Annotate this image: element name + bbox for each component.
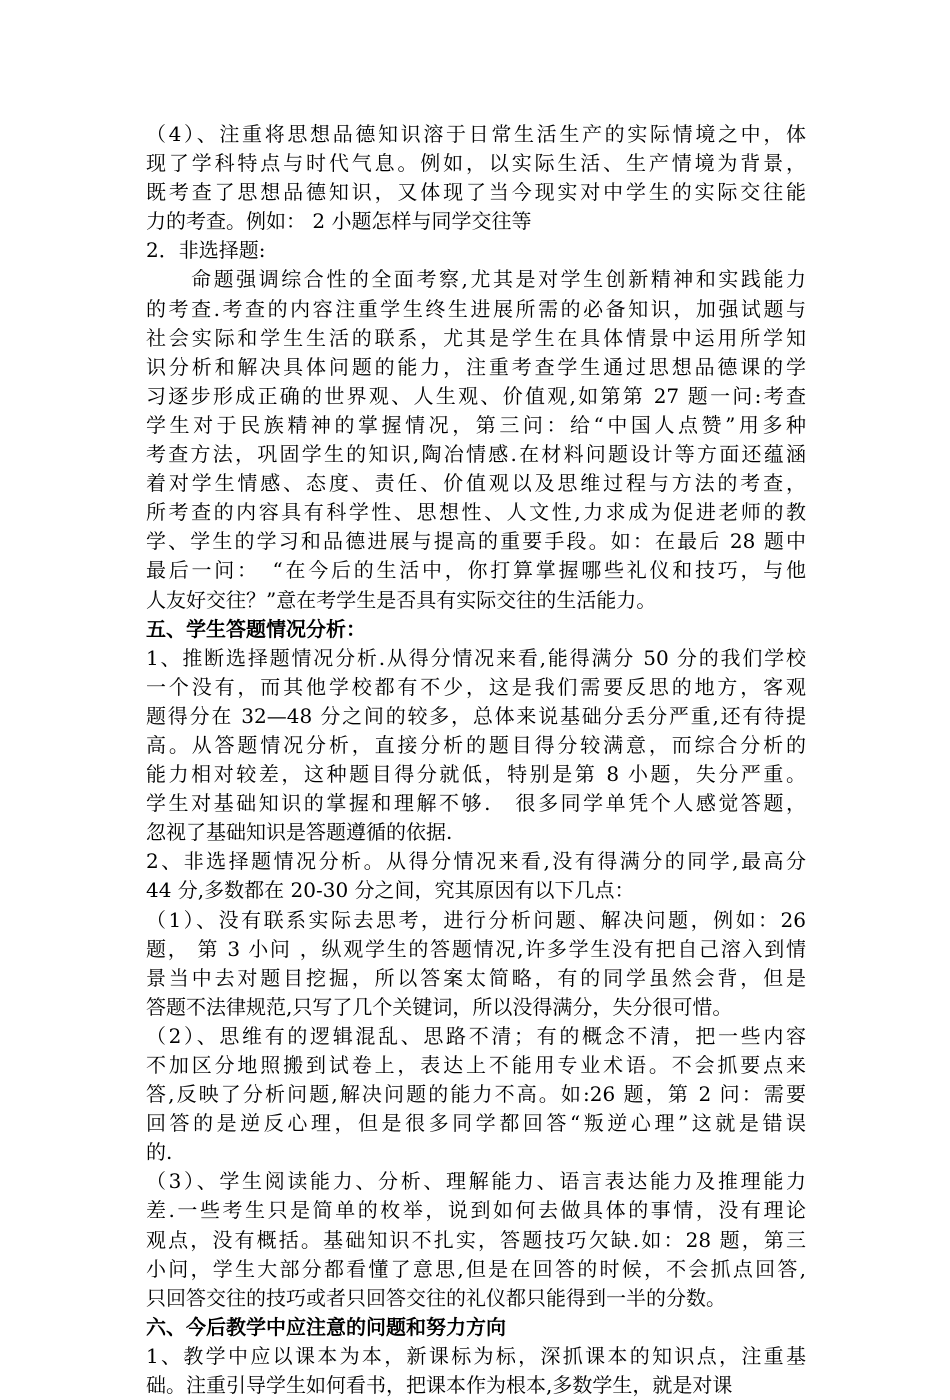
text-line: 44 分,多数都在 20-30 分之间，究其原因有以下几点： <box>146 878 635 903</box>
text-line: 识分析和解决具体问题的能力，注重考查学生通过思想品德课的学 <box>146 354 806 379</box>
text-line: 既考查了思想品德知识，又体现了当今现实对中学生的实际交往能 <box>146 180 806 205</box>
document-body <box>146 120 806 1400</box>
text-line: 现了学科特点与时代气息。例如，以实际生活、生产情境为背景， <box>146 151 806 176</box>
para-6-1 <box>146 1342 806 1400</box>
text-line: 着对学生情感、态度、责任、价值观以及思维过程与方法的考查， <box>146 471 806 496</box>
text-line: 2、非选择题情况分析。从得分情况来看,没有得满分的同学,最高分 <box>146 849 806 874</box>
text-line: 1、推断选择题情况分析.从得分情况来看,能得满分 50 分的我们学校 <box>146 645 806 670</box>
text-line: 1、教学中应以课本为本，新课标为标，深抓课本的知识点，注重基 <box>146 1343 806 1368</box>
text-line: 题得分在 32—48 分之间的较多，总体来说基础分丢分严重,还有待提 <box>146 703 806 728</box>
text-line: （3）、学生阅读能力、分析、理解能力、语言表达能力及推理能力 <box>146 1169 806 1194</box>
para-5-1 <box>146 644 806 848</box>
text-line: 小问，学生大部分都看懂了意思,但是在回答的时候，不会抓点回答, <box>146 1256 806 1281</box>
text-line: 不加区分地照搬到试卷上，表达上不能用专业术语。不会抓要点来 <box>146 1053 806 1077</box>
text-line: 差.一些考生只是简单的枚举，说到如何去做具体的事情，没有理论 <box>146 1198 806 1223</box>
text-line: 所考查的内容具有科学性、思想性、人文性,力求成为促进老师的教 <box>146 500 806 525</box>
para-5-2-2 <box>146 1022 806 1167</box>
text-line: 学生对基础知识的掌握和理解不够. 很多同学单凭个人感觉答题， <box>146 791 806 816</box>
text-line: 高。从答题情况分析，直接分析的题目得分较满意，而综合分析的 <box>146 732 806 757</box>
text-line: 只回答交往的技巧或者只回答交往的礼仪都只能得到一半的分数。 <box>146 1285 726 1310</box>
text-line: 学、学生的学习和品德进展与提高的重要手段。如：在最后 28 题中 <box>146 529 806 554</box>
text-line: 最后一问： “在今后的生活中，你打算掌握哪些礼仪和技巧，与他 <box>146 558 806 583</box>
text-line: 五、学生答题情况分析： <box>146 616 366 641</box>
section-6-heading <box>146 1313 806 1342</box>
text-line: 考查方法，巩固学生的知识,陶冶情感.在材料问题设计等方面还蕴涵 <box>146 442 806 467</box>
text-line: 观点，没有概括。基础知识不扎实，答题技巧欠缺.如：28 题，第三 <box>146 1227 806 1252</box>
text-line: （1）、没有联系实际去思考，进行分析问题、解决问题，例如：26 <box>146 907 806 932</box>
text-line: 一个没有，而其他学校都有不少，这是我们需要反思的地方，客观 <box>146 674 806 699</box>
para-nonselect <box>146 265 806 614</box>
text-line: 础。注重引导学生如何看书，把课本作为根本,多数学生，就是对课 <box>146 1373 733 1398</box>
text-line: （2）、思维有的逻辑混乱、思路不清；有的概念不清，把一些内容 <box>146 1023 806 1048</box>
text-line: 学生对于民族精神的掌握情况，第三问：给“中国人点赞”用多种 <box>146 412 806 437</box>
text-line: （4）、注重将思想品德知识溶于日常生活生产的实际情境之中，体 <box>146 122 806 146</box>
para-5-2 <box>146 847 806 905</box>
text-line: 人友好交往？”意在考学生是否具有实际交往的生活能力。 <box>146 587 657 612</box>
text-line: 的考查.考查的内容注重学生终生进展所需的必备知识，加强试题与 <box>146 296 806 321</box>
text-line: 答,反映了分析问题,解决问题的能力不高。如:26 题，第 2 问：需要 <box>146 1082 806 1107</box>
text-line: 2．非选择题: <box>146 238 266 263</box>
heading-nonselect <box>146 236 806 265</box>
text-line: 社会实际和学生生活的联系，尤其是学生在具体情景中运用所学知 <box>146 325 806 350</box>
para-5-2-3 <box>146 1167 806 1312</box>
text-line: 力的考查。例如： 2 小题怎样与同学交往等 <box>146 209 532 234</box>
text-line: 忽视了基础知识是答题遵循的依据. <box>146 820 453 845</box>
text-line: 答题不法律规范,只写了几个关键词，所以没得满分，失分很可惜。 <box>146 994 733 1019</box>
text-line: 回答的是逆反心理，但是很多同学都回答“叛逆心理”这就是错误 <box>146 1111 806 1136</box>
text-line: 能力相对较差，这种题目得分就低，特别是第 8 小题，失分严重。 <box>146 762 806 787</box>
para-5-2-1 <box>146 906 806 1022</box>
text-line: 习逐步形成正确的世界观、人生观、价值观,如第第 27 题一问:考查 <box>146 383 806 408</box>
text-line: 的. <box>146 1140 173 1165</box>
para-sel-4 <box>146 120 806 236</box>
text-line: 六、今后教学中应注意的问题和努力方向 <box>146 1314 506 1339</box>
text-line: 题， 第 3 小问 ，纵观学生的答题情况,许多学生没有把自己溶入到情 <box>146 936 806 961</box>
text-line: 景当中去对题目挖掘，所以答案太简略，有的同学虽然会背，但是 <box>146 965 806 990</box>
text-line: 命题强调综合性的全面考察,尤其是对学生创新精神和实践能力 <box>146 267 806 292</box>
section-5-heading <box>146 615 806 644</box>
